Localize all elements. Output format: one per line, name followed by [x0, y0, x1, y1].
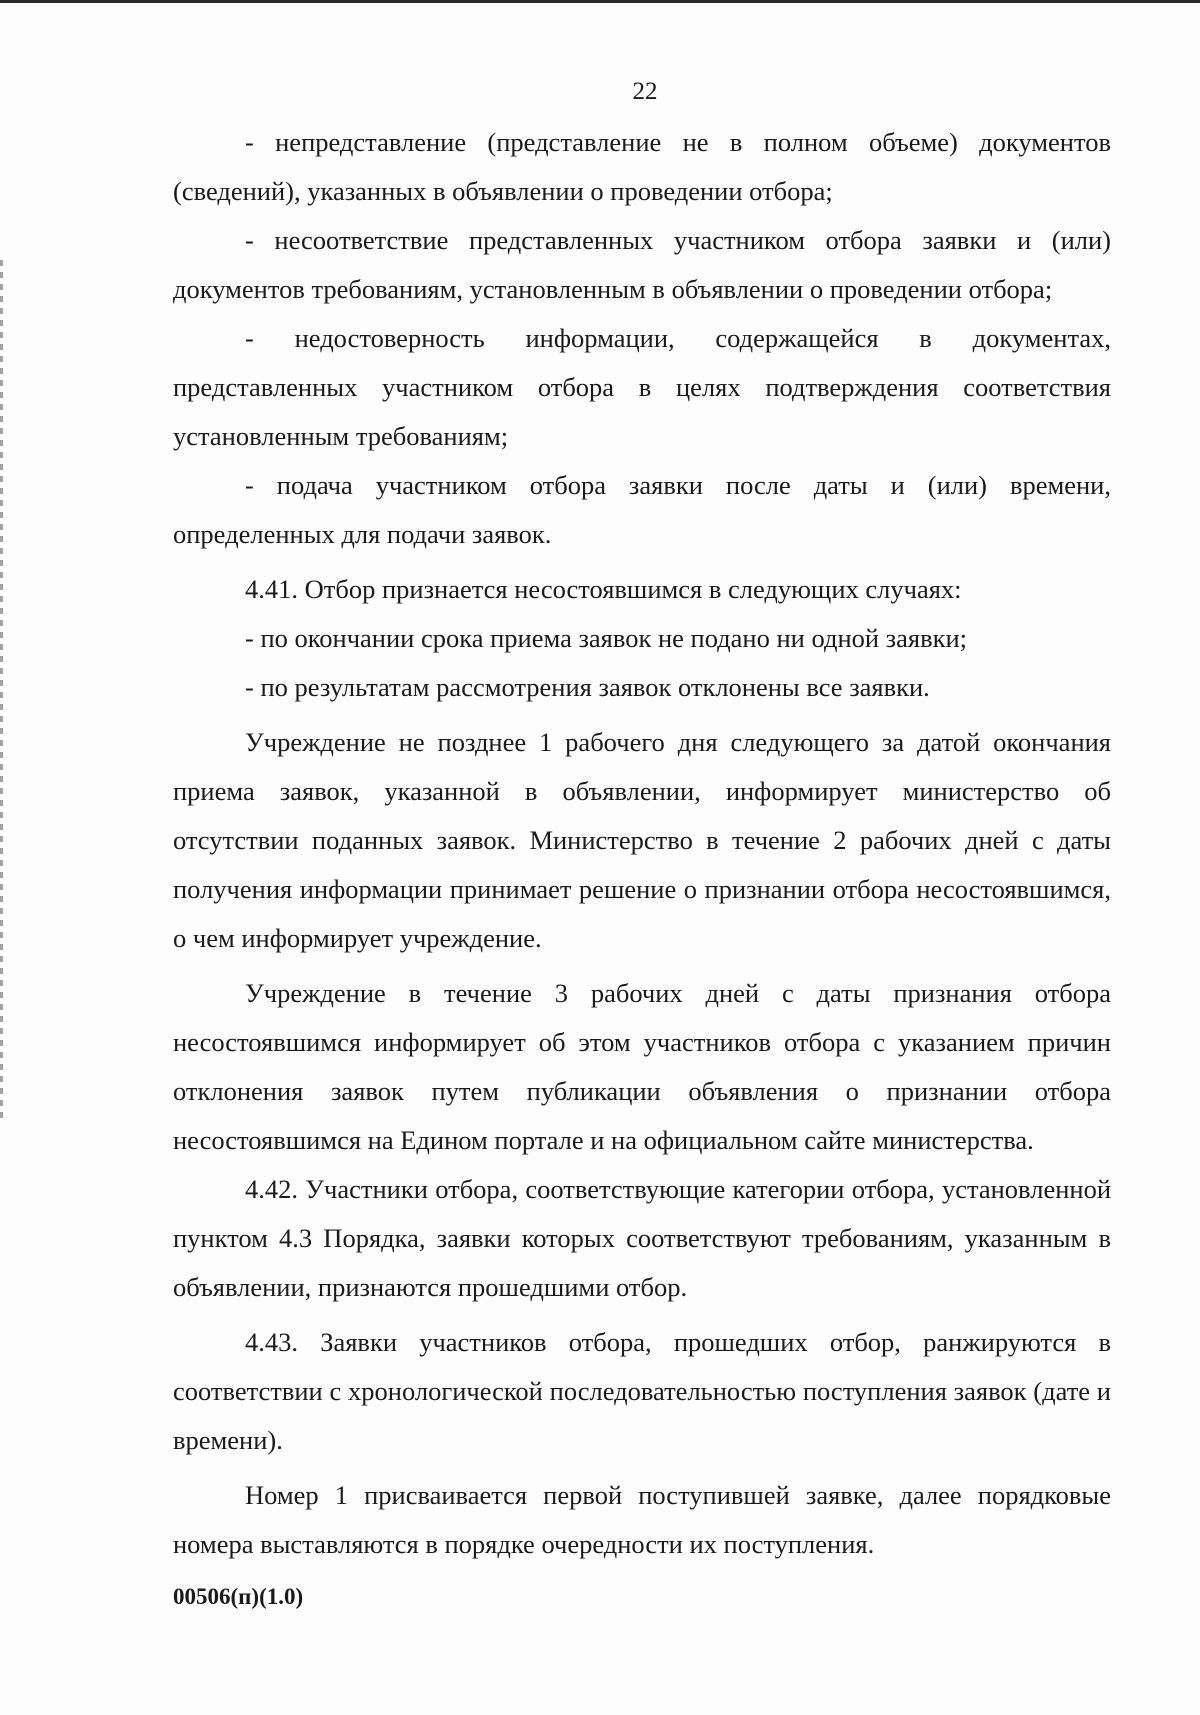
paragraph-all-rejected: - по результатам рассмотрения заявок отклонены все заявки.: [245, 672, 930, 702]
paragraph-no-applications: - по окончании срока приема заявок не подано ни одной заявки;: [245, 623, 968, 653]
paragraph-nonsubmission: - непредставление (представление не в полном объеме) документов (сведений), указанных в объявлении о проведении отбора;: [173, 127, 1111, 206]
paragraph-4-41: 4.41. Отбор признается несостоявшимся в следующих случаях:: [245, 574, 962, 604]
paragraph-unreliable-info: - недостоверность информации, содержащейся в документах, представленных участником отбора в целях подтверждения соответствия установленным требованиям;: [173, 323, 1111, 451]
paragraph-late-submission: - подача участником отбора заявки после даты и (или) времени, определенных для подачи заявок.: [173, 470, 1111, 549]
paragraph-4-42: 4.42. Участники отбора, соответствующие категории отбора, установленной пунктом 4.3 Порядка, заявки которых соответствуют требованиям, указанным в объявлении, признаются прошедшими отбор.: [173, 1174, 1111, 1302]
document-code: 00506(п)(1.0): [173, 1584, 304, 1609]
document-body: [173, 118, 1111, 1569]
paragraph-institution-notice: Учреждение не позднее 1 рабочего дня следующего за датой окончания приема заявок, указанной в объявлении, информирует министерство об отсутствии поданных заявок. Министерство в течение 2 рабочих дней с даты получения информации принимает решение о признании отбора несостоявшимся, о чем информирует учреждение.: [173, 727, 1111, 953]
paragraph-participants-notice: Учреждение в течение 3 рабочих дней с даты признания отбора несостоявшимся информирует об этом участников отбора с указанием причин отклонения заявок путем публикации объявления о признании отбора несостоявшимся на Едином портале и на официальном сайте министерства.: [173, 978, 1111, 1155]
paragraph-4-43: 4.43. Заявки участников отбора, прошедших отбор, ранжируются в соответствии с хронологической последовательностью поступления заявок (дате и времени).: [173, 1327, 1111, 1455]
page-number: 22: [632, 78, 658, 105]
paragraph-noncompliance: - несоответствие представленных участником отбора заявки и (или) документов требованиям, установленным в объявлении о проведении отбора;: [173, 225, 1111, 304]
paragraph-numbering: Номер 1 присваивается первой поступившей заявке, далее порядковые номера выставляются в порядке очередности их поступления.: [173, 1480, 1111, 1559]
scan-edge-top: [0, 0, 1200, 3]
scan-edge-left: [0, 260, 3, 1120]
